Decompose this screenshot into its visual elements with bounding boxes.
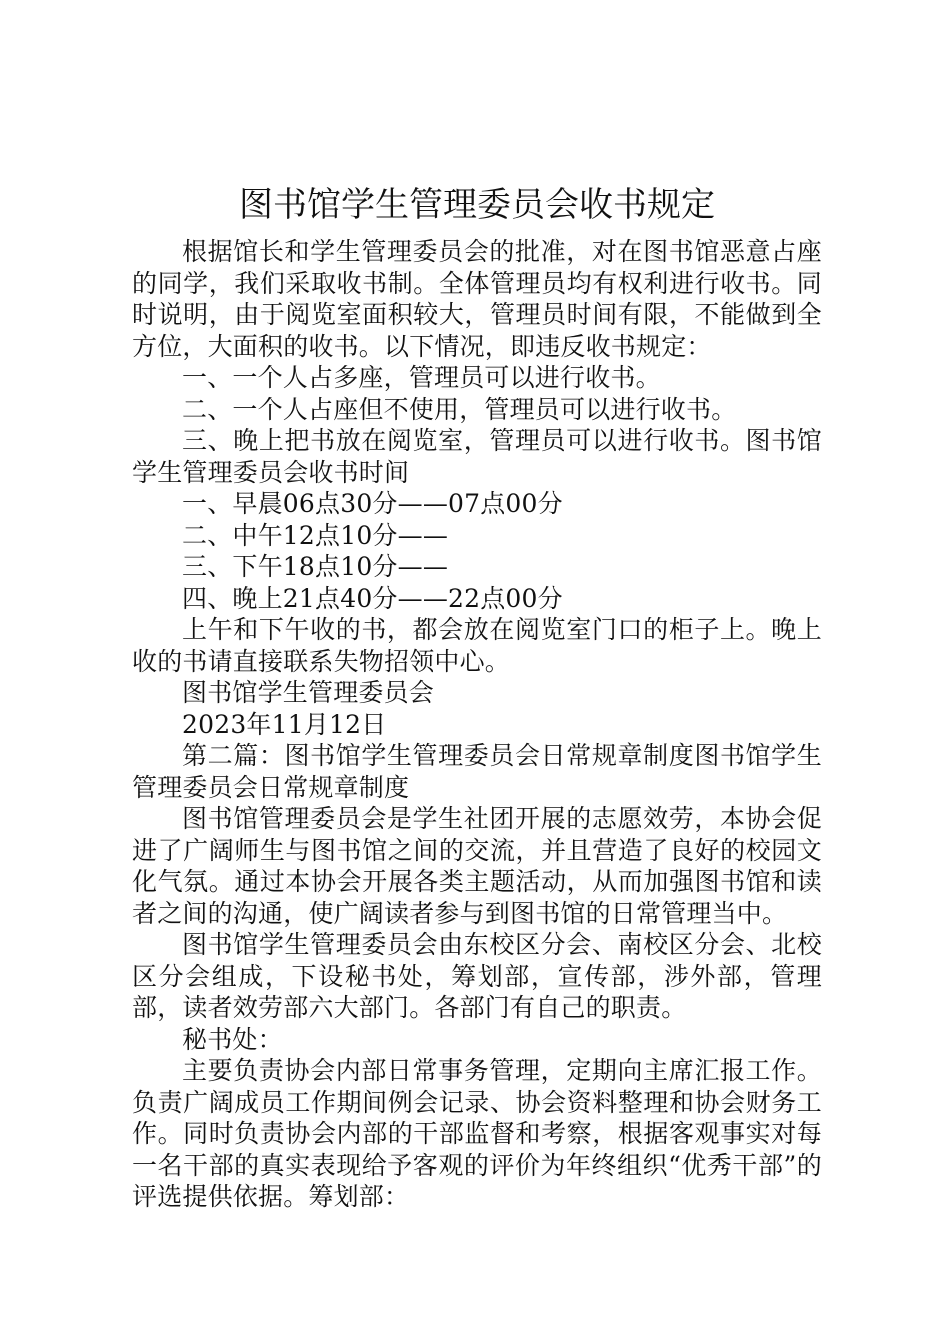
time-item-morning: 一、早晨06点30分——07点00分 bbox=[182, 489, 563, 518]
paragraph-storage-note: 上午和下午收的书，都会放在阅览室门口的柜子上。晚上收的书请直接联系失物招领中心。 bbox=[132, 615, 822, 676]
document-page bbox=[132, 176, 822, 1213]
section-heading-second: 第二篇：图书馆学生管理委员会日常规章制度图书馆学生管理委员会日常规章制度 bbox=[132, 741, 822, 802]
paragraph-committee-structure: 图书馆学生管理委员会由东校区分会、南校区分会、北校区分会组成，下设秘书处，筹划部，宣传部，涉外部，管理部，读者效劳部六大部门。各部门有自己的职责。 bbox=[132, 930, 822, 1022]
rule-item-1: 一、一个人占多座，管理员可以进行收书。 bbox=[182, 363, 661, 392]
time-item-afternoon: 三、下午18点10分—— bbox=[182, 552, 449, 581]
paragraph-committee-intro: 图书馆管理委员会是学生社团开展的志愿效劳，本协会促进了广阔师生与图书馆之间的交流，并且营造了良好的校园文化气氛。通过本协会开展各类主题活动，从而加强图书馆和读者之间的沟通，使广阔读者参与到图书馆的日常管理当中。 bbox=[132, 804, 822, 928]
rule-item-3: 三、晚上把书放在阅览室，管理员可以进行收书。图书馆学生管理委员会收书时间 bbox=[132, 426, 822, 487]
rule-item-2: 二、一个人占座但不使用，管理员可以进行收书。 bbox=[182, 394, 737, 424]
paragraph-secretariat-duties: 主要负责协会内部日常事务管理，定期向主席汇报工作。负责广阔成员工作期间例会记录、协会资料整理和协会财务工作。同时负责协会内部的干部监督和考察，根据客观事实对每一名干部的真实表现给予客观的评价为年终组织“优秀干部”的评选提供依据。筹划部： bbox=[132, 1056, 822, 1211]
signature-organization: 图书馆学生管理委员会 bbox=[182, 678, 435, 707]
signature-date: 2023年11月12日 bbox=[182, 709, 387, 739]
paragraph-intro: 根据馆长和学生管理委员会的批准，对在图书馆恶意占座的同学，我们采取收书制。全体管理员均有权利进行收书。同时说明，由于阅览室面积较大，管理员时间有限，不能做到全方位，大面积的收书。以下情况，即违反收书规定： bbox=[132, 237, 822, 361]
heading-secretariat: 秘书处： bbox=[182, 1024, 283, 1054]
time-item-evening: 四、晚上21点40分——22点00分 bbox=[182, 583, 563, 613]
time-item-noon: 二、中午12点10分—— bbox=[182, 520, 449, 550]
document-title: 图书馆学生管理委员会收书规定 bbox=[239, 185, 715, 225]
